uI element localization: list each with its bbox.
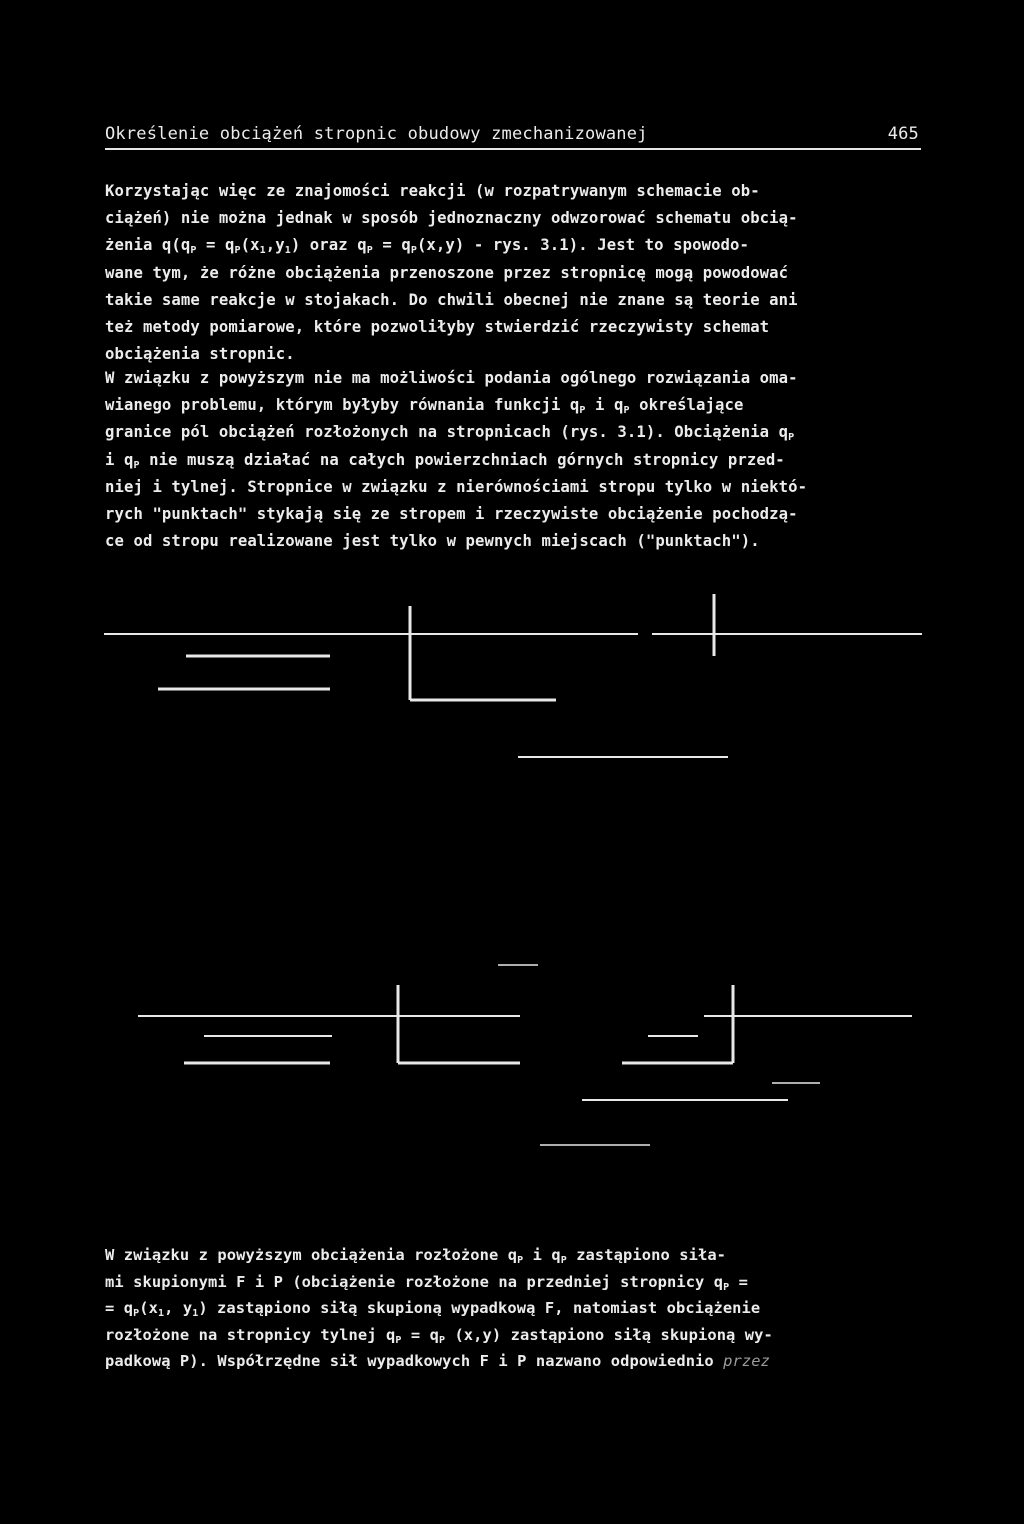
paragraph-2: W związku z powyższym nie ma możliwości podania ogólnego rozwiązania oma- wianego problemu, którym byłyby równania funkcji $q_P$ i $q_P$ określające granice pól obciążeń rozłożonych na stropnicach (rys. 3.1). Obciążenia $q_P$ i $q_P$ nie muszą działać na całych powierzchniach górnych stropnicy przed- niej i tylnej. Stropnice w związku z nierównościami stropu tylko w niektó- rych "punktach" stykają się ze stropem i rzeczywiste obciążenie pochodzą- ce od stropu realizowane jest tylko w pewnych miejscach ("punktach").	[105, 369, 808, 551]
text-line: obciążenia stropnic.	[105, 345, 295, 364]
text-line: Korzystając więc ze znajomości reakcji (w rozpatrywanym schemacie ob-	[105, 182, 760, 200]
text-line: takie same reakcje w stojakach. Do chwili obecnej nie znane są teorie ani	[105, 290, 798, 309]
text-line: W związku z powyższym nie ma możliwości podania ogólnego rozwiązania oma-	[105, 369, 798, 387]
text-line: niej i tylnej. Stropnice w związku z nierównościami stropu tylko w niektó-	[105, 477, 808, 496]
text-line: wane tym, że różne obciążenia przenoszone przez stropnicę mogą powodować	[105, 263, 789, 282]
faded-word: przez	[723, 1352, 770, 1371]
header-title: Określenie obciążeń stropnic obudowy zmechanizowanej	[105, 124, 648, 144]
text-line: też metody pomiarowe, które pozwoliłyby stwierdzić rzeczywisty schemat	[105, 318, 770, 337]
text-line: ce od stropu realizowane jest tylko w pewnych miejscach ("punktach").	[105, 532, 760, 551]
page-number: 465	[887, 124, 919, 144]
paragraph-3: W związku z powyższym obciążenia rozłożone $q_P$ i $q_P$ zastąpiono siła- mi skupionymi F i P (obciążenie rozłożone na przedniej stropnicy $q_P$ = = $q_P(x_1$, $y_1$) zastąpiono siłą skupioną wypadkową F, natomiast obciążenie rozłożone na stropnicy tylnej $q_P = q_P$ (x,y) zastąpiono siłą skupioną wy- padkową P). Współrzędne sił wypadkowych F i P nazwano odpowiednio przez	[105, 1246, 773, 1371]
text-line: rych "punktach" stykają się ze stropem i rzeczywiste obciążenie pochodzą-	[105, 505, 798, 524]
text-line: ciążeń) nie można jednak w sposób jednoznaczny odwzorować schematu obcią-	[105, 209, 798, 228]
paragraph-1: Korzystając więc ze znajomości reakcji (w rozpatrywanym schemacie ob- ciążeń) nie można jednak w sposób jednoznaczny odwzorować schematu obcią- żenia $q(q_P = q_P(x_1,y_1)$ oraz $q_P = q_P(x,y)$ - rys. 3.1). Jest to spowodo- wane tym, że różne obciążenia przenoszone przez stropnicę mogą powodować takie same reakcje w stojakach. Do chwili obecnej nie znane są teorie ani też metody pomiarowe, które pozwoliłyby stwierdzić rzeczywisty schemat obciążenia stropnic.	[105, 182, 798, 364]
